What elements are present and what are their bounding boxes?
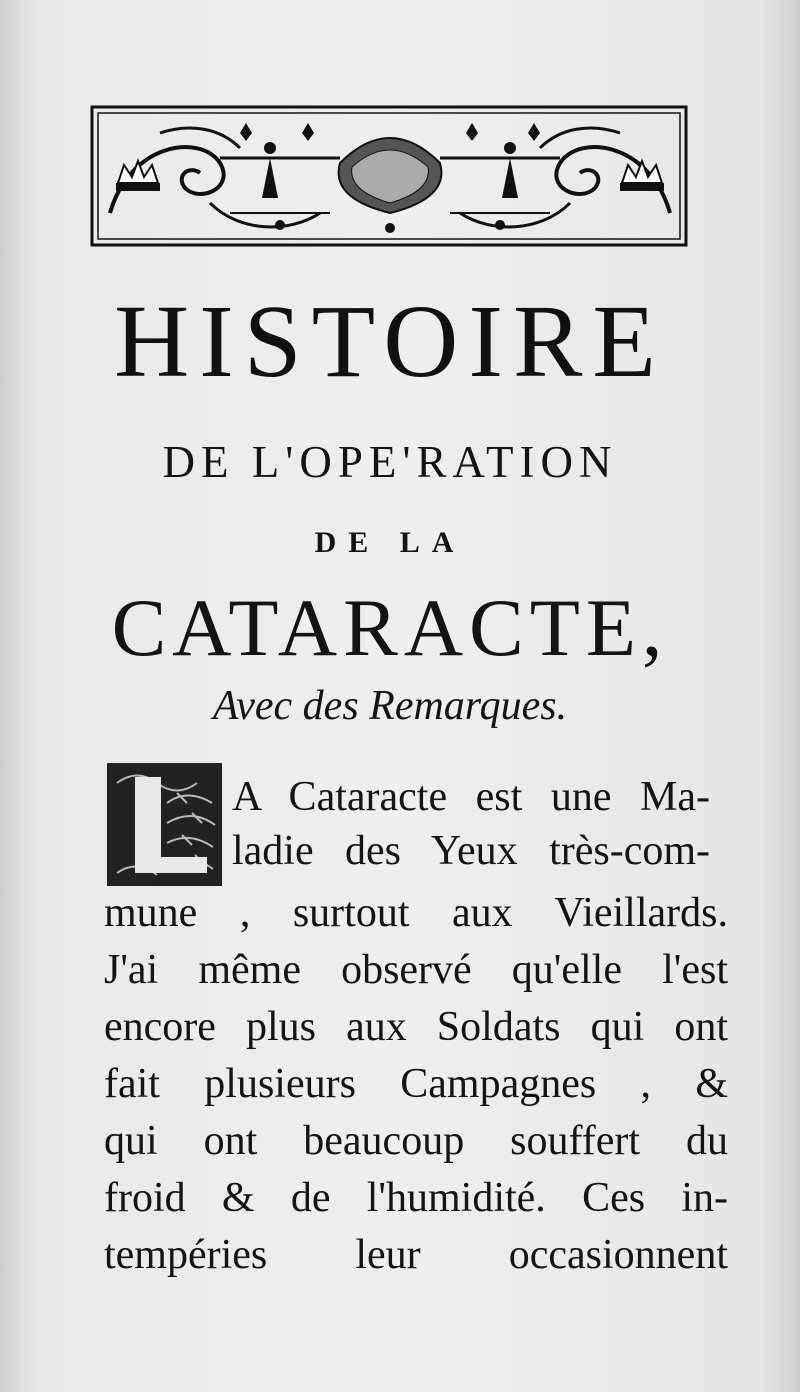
body-line-8: froid & de l'humidité. Ces in- [104, 1175, 728, 1221]
body-line-3: mune , surtout aux Vieillards. [104, 890, 728, 936]
body-line-9: tempéries leur occasionnent [104, 1232, 728, 1278]
dropcap-letter [107, 763, 222, 886]
title-histoire: HISTOIRE [114, 284, 666, 399]
ornamental-headpiece [90, 103, 690, 248]
subtitle-remarques: Avec des Remarques. [212, 683, 568, 729]
body-line-7: qui ont beaucoup souffert du [104, 1118, 728, 1164]
decorated-initial [107, 763, 222, 886]
body-line-6: fait plusieurs Campagnes , & [104, 1061, 728, 1107]
body-line-5: encore plus aux Soldats qui ont [104, 1004, 728, 1050]
title-de-la: DE LA [314, 526, 466, 559]
headpiece-ornament-icon [90, 103, 690, 248]
body-line-4: J'ai même observé qu'elle l'est [104, 947, 728, 993]
body-line-2: ladie des Yeux très-com- [232, 828, 710, 874]
title-cataracte: CATARACTE, [111, 582, 669, 673]
title-operation: DE L'OPE'RATION [162, 437, 618, 487]
body-line-1: A Cataracte est une Ma- [232, 774, 710, 820]
